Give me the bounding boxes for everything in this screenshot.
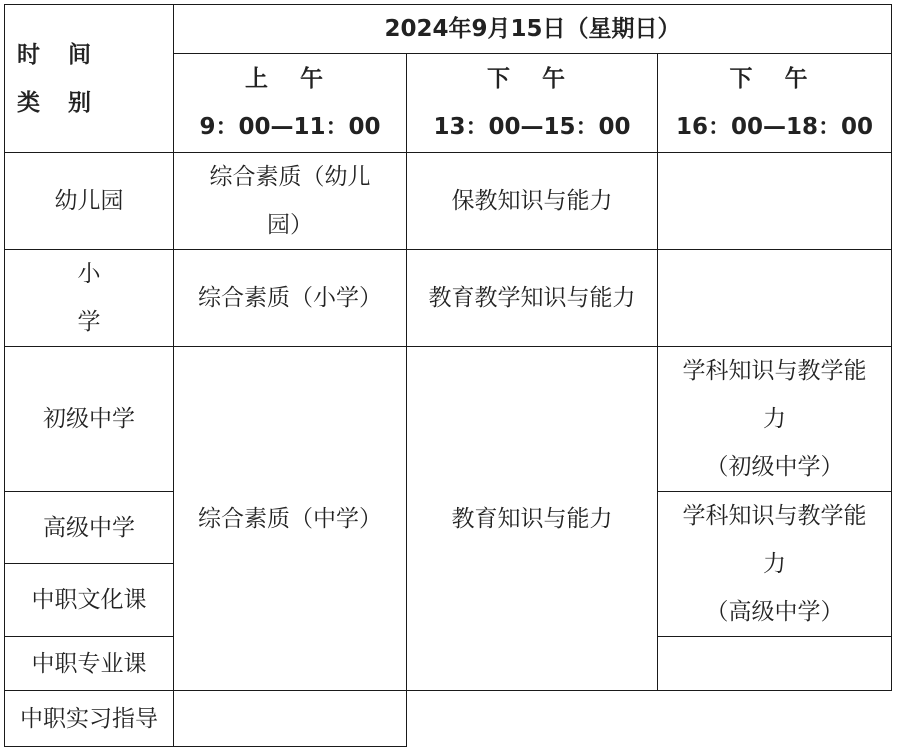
subject-name: 学科知识与教学能力	[682, 503, 867, 577]
senior-high-evening-subject	[658, 492, 892, 637]
exam-schedule-table	[4, 4, 892, 747]
primary-afternoon-subject: 教育教学知识与能力	[407, 250, 658, 347]
primary-morning-subject: 综合素质（小学）	[174, 250, 407, 347]
table-row-primary	[5, 250, 892, 347]
category-primary: 小 学	[5, 250, 174, 347]
junior-high-evening-subject	[658, 347, 892, 492]
category-vocational-culture: 中职文化课	[5, 564, 174, 637]
kindergarten-evening-subject	[658, 153, 892, 250]
table-row-junior-high	[5, 347, 892, 492]
subject-name: 学科知识与教学能力	[682, 358, 867, 432]
table-row-vocational-practice	[5, 691, 892, 747]
corner-category-label: 类 别	[17, 89, 102, 116]
session-name: 上 午	[244, 66, 335, 92]
category-vocational-major: 中职专业课	[5, 637, 174, 691]
session-time: 16：00—18：00	[676, 114, 874, 140]
session-time: 13：00—15：00	[433, 114, 631, 140]
kindergarten-afternoon-subject: 保教知识与能力	[407, 153, 658, 250]
session-header-afternoon	[407, 54, 658, 153]
session-header-morning	[174, 54, 407, 153]
vocational-practice-evening-subject	[174, 691, 407, 747]
session-name: 下 午	[486, 66, 577, 92]
secondary-afternoon-subject: 教育知识与能力	[407, 347, 658, 691]
subject-level: （初级中学）	[705, 454, 844, 480]
exam-date-header: 2024年9月15日（星期日）	[174, 5, 892, 54]
category-senior-high: 高级中学	[5, 492, 174, 564]
session-header-late-afternoon	[658, 54, 892, 153]
corner-header-cell	[5, 5, 174, 153]
primary-evening-subject	[658, 250, 892, 347]
corner-time-label: 时 间	[17, 41, 102, 68]
session-time: 9：00—11：00	[199, 114, 381, 140]
category-junior-high: 初级中学	[5, 347, 174, 492]
table-row-kindergarten	[5, 153, 892, 250]
kindergarten-morning-subject: 综合素质（幼儿园）	[174, 153, 407, 250]
category-vocational-practice: 中职实习指导	[5, 691, 174, 747]
category-kindergarten: 幼儿园	[5, 153, 174, 250]
session-name: 下 午	[729, 66, 820, 92]
vocational-major-evening-subject	[658, 637, 892, 691]
subject-level: （高级中学）	[705, 599, 844, 625]
secondary-morning-subject: 综合素质（中学）	[174, 347, 407, 691]
header-row-date	[5, 5, 892, 54]
